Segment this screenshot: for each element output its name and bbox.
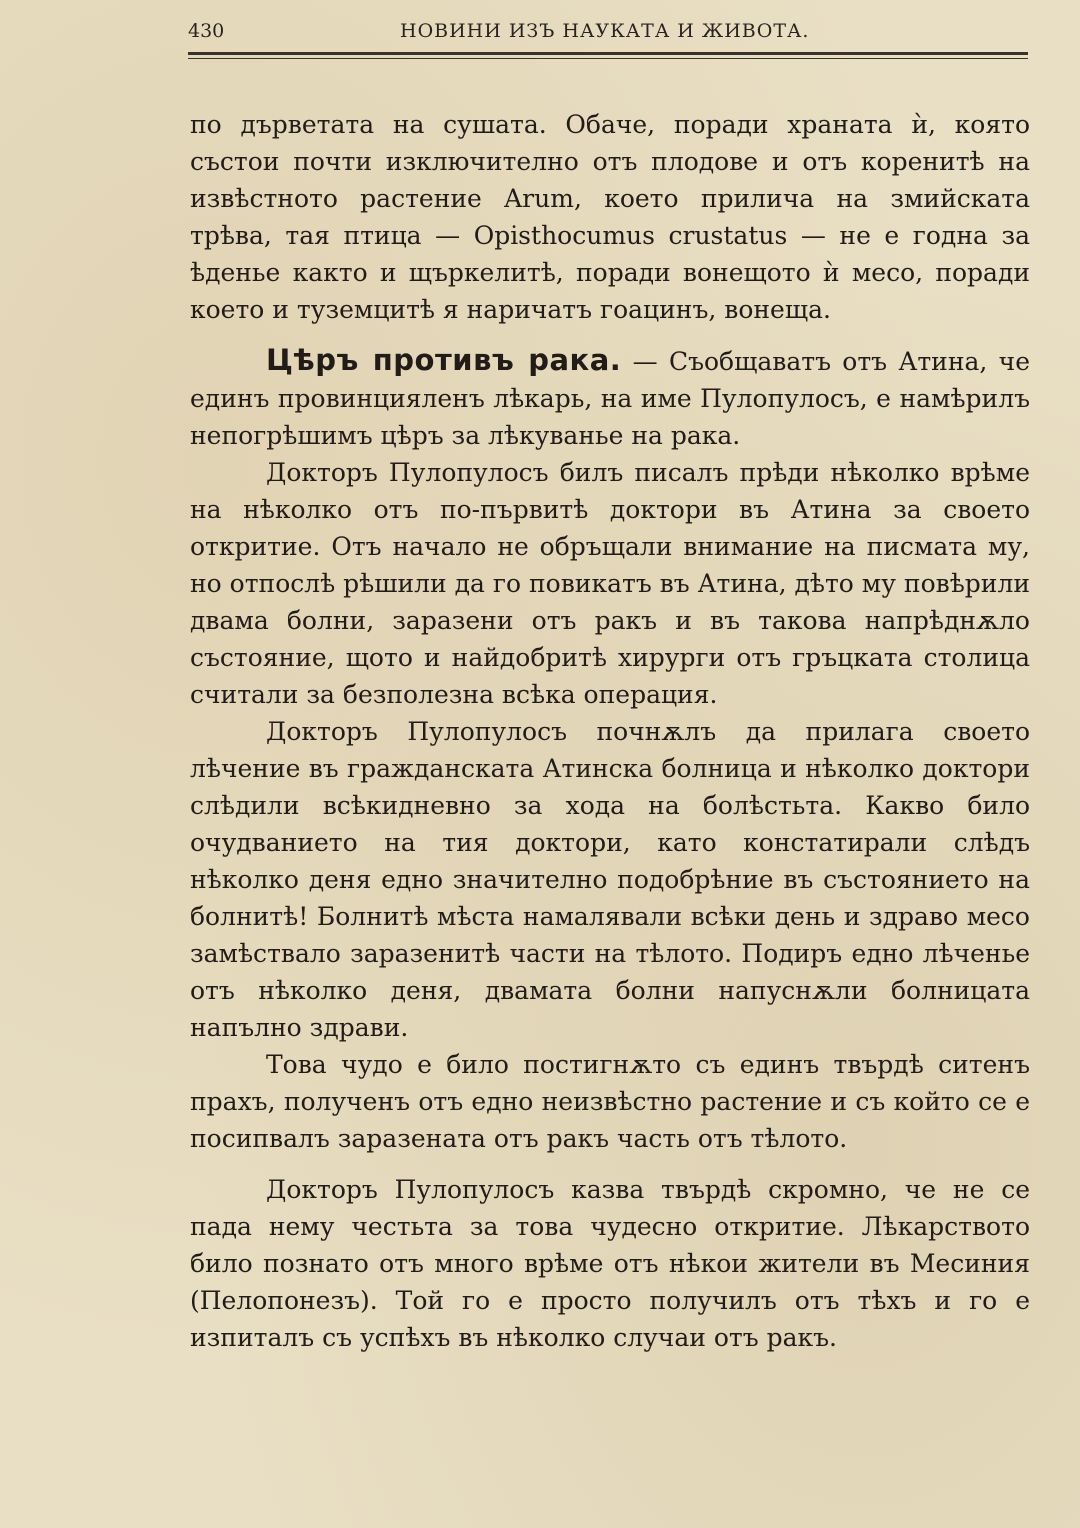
- header-rule-thin: [188, 58, 1028, 59]
- intro-paragraph: по дърветата на сушата. Обаче, поради храната ѝ, която състои почти изключително отъ плодове и отъ коренитѣ на извѣстното растение Arum, което прилича на змийската трѣва, тая птица — Opisthocumus crustatus — не е годна за ѣденье както и щъркелитѣ, поради вонещото ѝ месо, поради което и туземцитѣ я наричатъ гоацинъ, вонеща.: [190, 110, 1030, 324]
- section-lead: — Съобщаватъ отъ Атина, че единъ провинцияленъ лѣкарь, на име Пулопулосъ, е намѣрилъ непогрѣшимъ цѣръ за лѣкуванье на рака.: [190, 347, 1030, 450]
- paragraph-3: Докторъ Пулопулосъ почнѫлъ да прилага своето лѣчение въ гражданската Атинска болница и нѣколко доктори слѣдили всѣкидневно за хода на болѣстьта. Какво било очудванието на тия доктори, като констатирали слѣдъ нѣколко деня едно значително подобрѣние въ състоянието на болнитѣ! Болнитѣ мѣста намалявали всѣки день и здраво месо замѣствало заразенитѣ части на тѣлото. Подиръ едно лѣченье отъ нѣколко деня, двамата болни напуснѫли болницата напълно здрави.: [190, 717, 1030, 1042]
- section-lead-paragraph: [190, 342, 1030, 454]
- page-number: 430: [188, 20, 225, 42]
- paragraph-2: Докторъ Пулопулосъ билъ писалъ прѣди нѣколко врѣме на нѣколко отъ по-първитѣ доктори въ Атина за своето откритие. Отъ начало не обръщали внимание на писмата му, но отпослѣ рѣшили да го повикатъ въ Атина, дѣто му повѣрили двама болни, заразени отъ ракъ и въ такова напрѣднѫло състояние, щото и найдобритѣ хирурги отъ гръцката столица считали за безполезна всѣка операция.: [190, 458, 1030, 709]
- page-header: [188, 16, 1028, 52]
- running-title: НОВИНИ ИЗЪ НАУКАТА И ЖИВОТА.: [400, 20, 810, 42]
- article-body: [190, 106, 1030, 1356]
- section-title: Цѣръ противъ рака.: [266, 343, 622, 377]
- header-rule: [188, 52, 1028, 55]
- paragraph-5: Докторъ Пулопулосъ казва твърдѣ скромно, че не се пада нему честьта за това чудесно откритие. Лѣкарството било познато отъ много врѣме отъ нѣкои жители въ Месиния (Пелопонезъ). Той го е просто получилъ отъ тѣхъ и го е изпиталъ съ успѣхъ въ нѣколко случаи отъ ракъ.: [190, 1175, 1030, 1352]
- paragraph-4: Това чудо е било постигнѫто съ единъ твърдѣ ситенъ прахъ, полученъ отъ едно неизвѣстно растение и съ който се е посипвалъ заразената отъ ракъ часть отъ тѣлото.: [190, 1050, 1030, 1153]
